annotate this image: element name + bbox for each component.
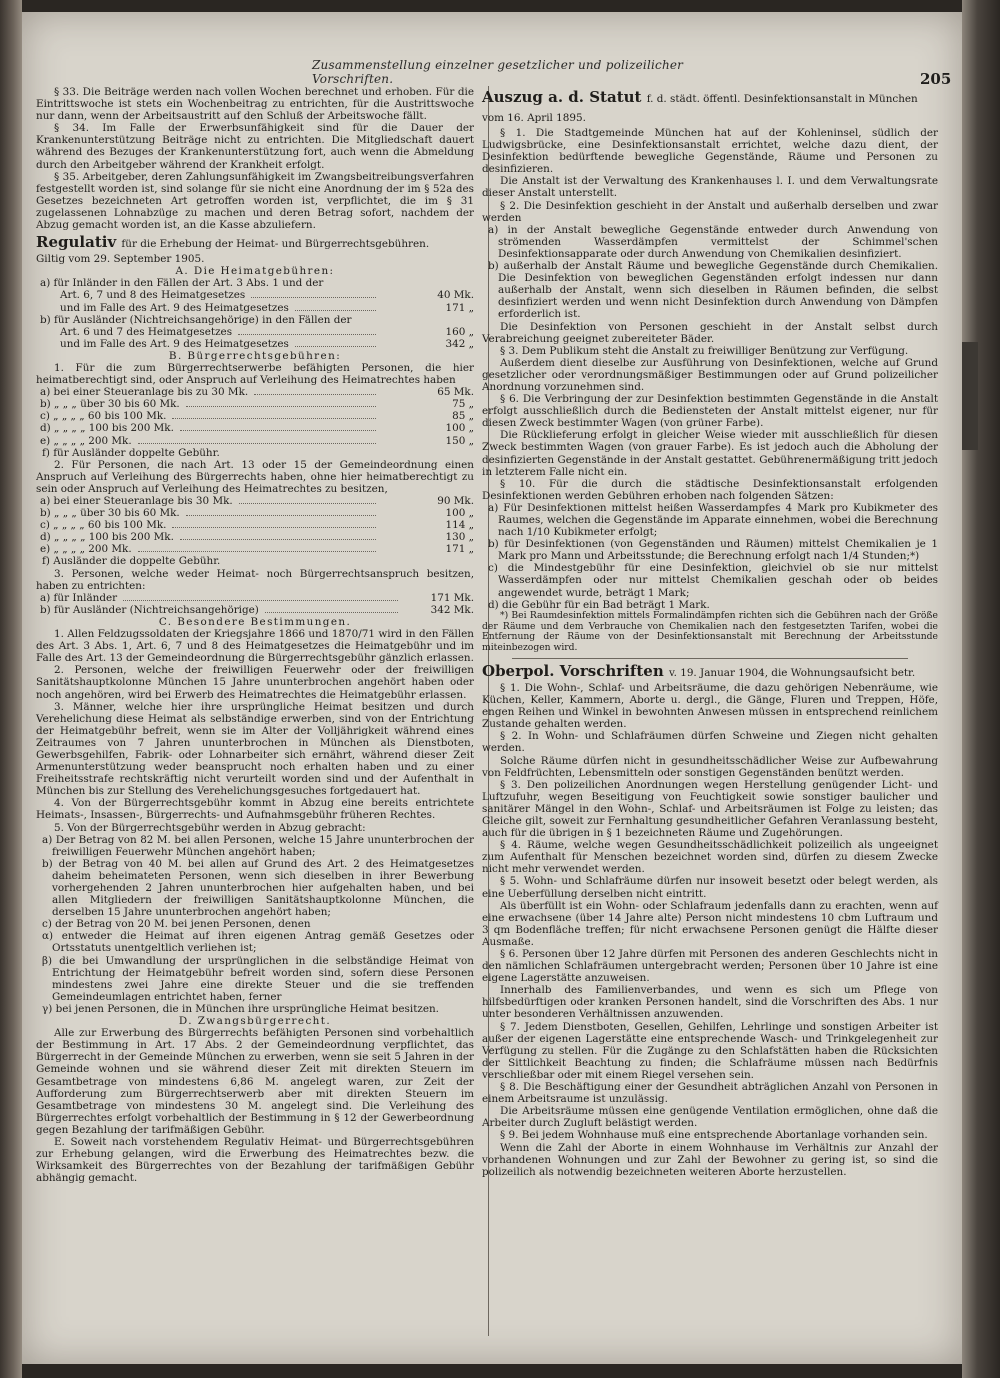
section-a-fees [36, 277, 474, 350]
fee-label: Art. 6, 7 und 8 des Heimatgesetzes [60, 289, 246, 302]
fee-value: 171 „ [445, 543, 474, 556]
fee-label: e) „ „ „ „ 200 Mk. [40, 434, 132, 447]
leader-dots [265, 611, 398, 613]
leader-dots [172, 417, 376, 419]
leader-dots [186, 514, 376, 516]
deduction-item: β) die bei Umwandlung der ursprünglichen in die selbständige Heimat von Entrichtung der Heimatgebühr befreit worden sind, sofern diese Personen mindestens zwei Jahre eine direkte Steuer und die sie treffenden Gemeindeumlagen entrichtet haben, ferner [42, 954, 474, 1003]
leader-dots [180, 429, 376, 431]
fee-value: 150 „ [445, 434, 474, 447]
statut-subtitle: f. d. städt. öffentl. Desinfektionsanstalt in München vom 16. April 1895. [482, 93, 918, 124]
page-scan [22, 12, 962, 1364]
deduction-item: c) der Betrag von 20 M. bei jenen Personen, denen [42, 918, 311, 931]
fee-row [36, 302, 474, 314]
fee-value: 114 „ [445, 519, 474, 532]
section-e-text: E. Soweit nach vorstehendem Regulativ Heimat- und Bürgerrechtsgebühren zur Erhebung gelangen, wird die Erwerbung des Heimatrechtes bezw. die Wirksamkeit des Bürgerrechtes von der Bezahlung der tarifmäßigen Gebühr abhängig gemacht. [36, 1135, 474, 1185]
fee-label: b) „ „ „ über 30 bis 60 Mk. [40, 507, 180, 520]
fee-row [36, 531, 474, 543]
section-c5-items [36, 834, 474, 1015]
fee-label: c) „ „ „ „ 60 bis 100 Mk. [40, 410, 167, 423]
section-c-title: C. Besondere Bestimmungen. [158, 615, 352, 628]
statut-paragraph: § 1. Die Stadtgemeinde München hat auf der Kohleninsel, südlich der Ludwigsbrücke, eine Desinfektionsanstalt errichtet, welche dazu dient, der Desinfektion bedürftende bewegliche Gegenstände, Räume und Personen zu desinfizieren. [482, 127, 938, 176]
oberpol-paragraph: § 4. Räume, welche wegen Gesundheitsschädlichkeit polizeilich als ungeeignet zum Aufenthalt für Menschen bezeichnet worden sind, dürfen zu diesem Zwecke nicht mehr verwendet werden. [482, 839, 938, 876]
fee-label: a) für Inländer in den Fällen der Art. 3 Abs. 1 und der [40, 277, 324, 290]
section-b2-fees [36, 495, 474, 555]
section-d-title: D. Zwangsbürgerrecht. [178, 1015, 332, 1028]
oberpol-title: Oberpol. Vorschriften [482, 661, 664, 680]
fee-label: und im Falle des Art. 9 des Heimatgesetzes [60, 337, 289, 350]
fee-label: d) „ „ „ „ 100 bis 200 Mk. [40, 531, 174, 544]
leader-dots [186, 405, 376, 407]
fee-row [36, 604, 474, 616]
statut-paragraph: § 10. Für die durch die städtische Desinfektionsanstalt erfolgenden Desinfektionen werden Gebühren erhoben nach folgenden Sätzen: [482, 477, 938, 502]
fee-value: 90 Mk. [437, 495, 474, 507]
page-number: 205 [920, 70, 952, 88]
fee-label: b) „ „ „ über 30 bis 60 Mk. [40, 398, 180, 411]
deduction-item: a) Der Betrag von 82 M. bei allen Personen, welche 15 Jahre ununterbrochen der freiwilligen Feuerwehr München angehört haben; [42, 833, 474, 858]
oberpol-paragraph: § 9. Bei jedem Wohnhause muß eine entsprechende Abortanlage vorhanden sein. [500, 1129, 928, 1142]
left-column [36, 86, 474, 1184]
regulativ-title: Regulativ [36, 233, 117, 252]
fee-value: 342 Mk. [430, 603, 474, 616]
statut-heading [482, 89, 938, 127]
leader-dots [295, 309, 376, 311]
regulativ-subtitle: für die Erhebung der Heimat- und Bürgerrechtsgebühren. [121, 238, 430, 251]
fee-label: a) bei einer Steueranlage bis 30 Mk. [40, 495, 233, 507]
fee-value: 100 „ [445, 507, 474, 520]
leader-dots [123, 599, 398, 601]
fee-row [36, 507, 474, 519]
paragraph-33: § 33. Die Beiträge werden nach vollen Wochen berechnet und erhoben. Für die Eintrittswoche ist stets ein Wochenbeitrag zu entrichten, für die Austrittswoche nur dann, wenn der Arbeitsaustritt auf den Schluß der Arbeitswoche fällt. [36, 86, 474, 123]
provision-paragraph: 5. Von der Bürgerrechtsgebühr werden in Abzug gebracht: [54, 821, 366, 834]
statut-subitems [482, 224, 938, 321]
fee-row [36, 592, 474, 604]
provision-paragraph: 3. Männer, welche hier ihre ursprüngliche Heimat besitzen und durch Verehelichung diese Heimat als selbständige erwerben, sind von der Entrichtung der Heimatgebühr befreit, wenn sie im Alter der Volljährigkeit während eines Zeitraumes von 7 Jahren ununterbrochen in München als Dienstboten, Gewerbsgehilfen, Fabrik- oder Lohnarbeiter sich ernährt, während dieser Zeit Armenunterstützung weder beansprucht noch erhalten haben und zu einer Freiheitsstrafe rechtskräftig nicht verurteilt worden sind und der Aufenthalt in München bis zur Stellung des Verehelichungsgesuches fortgedauert hat. [36, 700, 474, 798]
fee-item: c) die Mindestgebühr für eine Desinfektion, gleichviel ob sie nur mittelst Wasserdämpfen oder nur mittelst Chemikalien geschah oder ob beides angewendet wurde, beträgt 1 Mark; [488, 562, 938, 599]
statut-paragraphs-2 [482, 321, 938, 502]
statut-paragraph: Die Anstalt ist der Verwaltung des Krankenhauses l. I. und dem Verwaltungsrate dieser Anstalt unterstellt. [482, 175, 938, 200]
oberpol-paragraph: § 8. Die Beschäftigung einer der Gesundheit abträglichen Anzahl von Personen in einem Arbeitsraume ist unzulässig. [482, 1081, 938, 1106]
leader-dots [251, 296, 376, 298]
leader-dots [138, 550, 376, 552]
fee-row [36, 495, 474, 507]
provision-paragraph: 1. Allen Feldzugssoldaten der Kriegsjahre 1866 und 1870/71 wird in den Fällen des Art. 3 Abs. 1, Art. 6, 7 und 8 des Heimatgesetzes die Heimatgebühr und im Falle des Art. 13 der Gemeindeordnung die Bürgerrechtsgebühr gänzlich erlassen. [36, 628, 474, 665]
oberpol-paragraph: Als überfüllt ist ein Wohn- oder Schlafraum jedenfalls dann zu erachten, wenn auf eine erwachsene (über 14 Jahre alte) Person nicht mindestens 10 cbm Luftraum und 3 qm Bodenfläche treffen; für nicht erwachsene Personen genügt die Hälfte dieser Ausmaße. [482, 899, 938, 948]
section-a-title: A. Die Heimatgebühren: [175, 265, 335, 278]
statut-paragraph: Die Rücklieferung erfolgt in gleicher Weise wieder mit ausschließlich für diesen Zweck bestimmten Wagen (von grauer Farbe). Es ist jedoch auch die Abholung der desinfizierten Gegenstände in der Anstalt gestattet. Gebührenermäßigung tritt jedoch in letzterem Falle nicht ein. [482, 429, 938, 478]
statut-paragraph: § 6. Die Verbringung der zur Desinfektion bestimmten Gegenstände in die Anstalt erfolgt ausschließlich durch die Bediensteten der Anstalt mittelst eigener, nur für diesen Zweck bestimmter Wagen (von grüner Farbe). [482, 393, 938, 430]
oberpol-paragraph: Wenn die Zahl der Aborte in einem Wohnhause im Verhältnis zur Anzahl der vorhandenen Wohnungen und zur Zahl der Bewohner zu gering ist, so sind die polizeilich als notwendig bezeichneten weiteren Aborte herzustellen. [482, 1141, 938, 1178]
oberpol-heading [482, 663, 938, 682]
oberpol-paragraph: Innerhalb des Familienverbandes, und wenn es sich um Pflege von hilfsbedürftigen oder kranken Personen handelt, sind die Vorschriften des Abs. 1 nur unter besonderen Verhältnissen anzuwenden. [482, 984, 938, 1021]
leader-dots [254, 393, 376, 395]
fee-label: und im Falle des Art. 9 des Heimatgesetzes [60, 301, 289, 314]
oberpol-paragraph: § 2. In Wohn- und Schlafräumen dürfen Schweine und Ziegen nicht gehalten werden. [482, 730, 938, 755]
section-b1-foreigners: f) für Ausländer doppelte Gebühr. [42, 446, 220, 459]
section-b-title: B. Bürgerrechtsgebühren: [168, 349, 342, 362]
fee-label: b) für Ausländer (Nichtreichsangehörige) [40, 603, 259, 616]
fee-row [36, 289, 474, 301]
oberpol-paragraphs [482, 682, 938, 1178]
running-title: Zusammenstellung einzelner gesetzlicher und polizeilicher Vorschriften. [312, 58, 684, 86]
section-b1-fees [36, 386, 474, 446]
fee-label: e) „ „ „ „ 200 Mk. [40, 543, 132, 556]
fee-row [36, 422, 474, 434]
deduction-item: α) entweder die Heimat auf ihren eigenen Antrag gemäß Gesetzes oder Ortsstatuts unentgeltlich verliehen ist; [42, 930, 474, 955]
statut-paragraphs [482, 127, 938, 224]
oberpol-paragraph: Solche Räume dürfen nicht in gesundheitsschädlicher Weise zur Aufbewahrung von Feldfrüchten, Lebensmitteln oder sonstigen Gegenständen benützt werden. [482, 754, 938, 779]
leader-dots [180, 538, 376, 540]
statut-paragraph: Außerdem dient dieselbe zur Ausführung von Desinfektionen, welche auf Grund gesetzlicher oder verordnungsmäßiger Bestimmungen oder auf Grund polizeilicher Anordnung vorzunehmen sind. [482, 356, 938, 393]
section-d-text: Alle zur Erwerbung des Bürgerrechts befähigten Personen sind vorbehaltlich der Bestimmung in Art. 17 Abs. 2 der Gemeindeordnung verpflichtet, das Bürgerrecht in der Gemeinde München zu erwerben, wenn sie seit 5 Jahren in der Gemeinde wohnen und sie während dieser Zeit mit direkten Steuern im Gesamtbetrage von mindestens 6,86 M. angelegt waren, zur Zeit der Aufforderung zum Bürgerrechtserwerb aber mit direkten Steuern im Gesamtbetrage von mindestens 30 M. angelegt sind. Die Verleihung des Bürgerrechtes erfolgt vorbehaltlich der Bestimmung in § 12 der Gewerbeordnung gegen Bezahlung der tarifmäßigen Gebühr. [36, 1027, 474, 1136]
statut-subitem: b) außerhalb der Anstalt Räume und bewegliche Gegenstände durch Chemikalien. Die Desinfektion von beweglichen Gegenständen erfolgt indessen nur dann außerhalb der Anstalt, wenn sich dieselben in Räumen befinden, die selbst desinfiziert werden und wenn nicht Desinfektion durch Anwendung von Dämpfen erforderlich ist. [488, 260, 938, 321]
paragraph-34: § 34. Im Falle der Erwerbsunfähigkeit sind für die Dauer der Krankenunterstützung Beiträge nicht zu entrichten. Die Mitgliedschaft dauert während des Bezuges der Krankenunterstützung fort, auch wenn die Abmeldung durch den Arbeitgeber während der Krankheit erfolgt. [36, 122, 474, 171]
fee-label: c) „ „ „ „ 60 bis 100 Mk. [40, 519, 167, 532]
fee-value: 100 „ [445, 422, 474, 435]
deduction-item: γ) bei jenen Personen, die in München ihre ursprüngliche Heimat besitzen. [42, 1002, 439, 1015]
fee-label: b) für Ausländer (Nichtreichsangehörige) in den Fällen der [40, 313, 352, 326]
fee-label: Art. 6 und 7 des Heimatgesetzes [60, 325, 233, 338]
fee-row [36, 386, 474, 398]
fee-row [36, 326, 474, 338]
leader-dots [295, 345, 376, 347]
fee-value: 171 Mk. [430, 591, 474, 604]
oberpol-paragraph: § 1. Die Wohn-, Schlaf- und Arbeitsräume, die dazu gehörigen Nebenräume, wie Küchen, Keller, Kammern, Aborte u. dergl., die Gänge, Fluren und Treppen, Höfe, engen Reihen und Winkel in bewohnten Anwesen müssen in entsprechend reinlichem Zustande gehalten werden. [482, 681, 938, 731]
fee-row [36, 519, 474, 531]
fee-value: 342 „ [445, 337, 474, 350]
leader-dots [138, 442, 376, 444]
oberpol-subtitle: v. 19. Januar 1904, die Wohnungsaufsicht betr. [668, 666, 916, 679]
oberpol-paragraph: § 7. Jedem Dienstboten, Gesellen, Gehilfen, Lehrlinge und sonstigen Arbeiter ist außer der eigenen Lagerstätte eine entsprechende Wasch- und Trinkgelegenheit zur Verfügung zu stellen. Für die Zugänge zu den Schlafstätten haben die Rücksichten der Sittlichkeit Beachtung zu finden; die Schlafräume müssen nach Bedürfnis verschließbar oder mit einem Riegel versehen sein. [482, 1020, 938, 1081]
paragraph-35: § 35. Arbeitgeber, deren Zahlungsunfähigkeit im Zwangsbeitreibungsverfahren festgestellt worden ist, sind solange für sie nicht eine Anordnung der im § 52a des Gesetzes bezeichneten Art getroffen worden ist, verpflichtet, die im § 31 zugelassenen Lohnabzüge zu machen und deren Betrag sofort, nachdem der Abzug gemacht worden ist, an die Kasse abzuliefern. [36, 170, 474, 232]
fee-value: 40 Mk. [437, 289, 474, 302]
fee-item: b) für Desinfektionen (von Gegenständen und Räumen) mittelst Chemikalien je 1 Mark pro Mann und Arbeitsstunde; die Berechnung erfolgt nach 1/4 Stunden;*) [488, 538, 938, 563]
right-column [482, 86, 938, 1178]
fee-value: 75 „ [452, 398, 474, 411]
provision-paragraph: 2. Personen, welche der freiwilligen Feuerwehr oder der freiwilligen Sanitätshauptkolonne München 15 Jahre ununterbrochen angehört haben oder noch angehören, wird bei Erwerb des Heimatrechtes die Heimatgebühr erlassen. [36, 664, 474, 701]
fee-row [36, 338, 474, 350]
statut-subitem: a) in der Anstalt bewegliche Gegenstände entweder durch Anwendung von strömenden Wasserdämpfen vermittelst der Schimmel'schen Desinfektionsapparate oder durch Anwendung von Chemikalien desinfiziert. [488, 223, 938, 260]
fee-row [36, 314, 474, 326]
fee-value: 160 „ [445, 325, 474, 338]
provision-paragraph: 4. Von der Bürgerrechtsgebühr kommt in Abzug eine bereits entrichtete Heimats-, Insassen-, Bürgerrechts- und Aufnahmsgebühr früheren Rechtes. [36, 797, 474, 822]
fee-item: a) Für Desinfektionen mittelst heißen Wasserdampfes 4 Mark pro Kubikmeter des Raumes, welchen die Gegenstände im Apparate einnehmen, wobei die Berechnung nach 1/10 Kubikmeter erfolgt; [488, 501, 938, 539]
statut-paragraph: § 2. Die Desinfektion geschieht in der Anstalt und außerhalb derselben und zwar werden [482, 199, 938, 224]
section-b2-intro: 2. Für Personen, die nach Art. 13 oder 15 der Gemeindeordnung einen Anspruch auf Verleihung des Bürgerrechts haben, ohne hier heimatberechtigt zu sein oder Anspruch auf Verleihung des Heimatrechtes zu besitzen, [36, 458, 474, 495]
oberpol-paragraph: § 5. Wohn- und Schlafräume dürfen nur insoweit besetzt oder belegt werden, als eine Ueberfüllung derselben nicht eintritt. [482, 875, 938, 900]
fee-label: a) für Inländer [40, 591, 118, 604]
section-b3-intro: 3. Personen, welche weder Heimat- noch Bürgerrechtsanspruch besitzen, haben zu entrichten: [36, 567, 474, 592]
fee-value: 65 Mk. [437, 386, 474, 399]
regulativ-heading [36, 234, 474, 253]
fee-label: a) bei einer Steueranlage bis zu 30 Mk. [40, 386, 249, 399]
section-b-intro: 1. Für die zum Bürgerrechtserwerbe befähigten Personen, die hier heimatberechtigt sind, oder Anspruch auf Verleihung des Heimatrechtes haben [36, 361, 474, 387]
statut-fee-list [482, 502, 938, 611]
section-b2-foreigners: f) Ausländer die doppelte Gebühr. [42, 555, 221, 568]
regulativ-date: Giltig vom 29. September 1905. [36, 253, 205, 266]
fee-row [36, 435, 474, 447]
leader-dots [239, 502, 376, 504]
fee-row [36, 543, 474, 555]
oberpol-paragraph: Die Arbeitsräume müssen eine genügende Ventilation ermöglichen, ohne daß die Arbeiter durch Zugluft belästigt werden. [482, 1105, 938, 1130]
statut-paragraph: § 3. Dem Publikum steht die Anstalt zu freiwilliger Benützung zur Verfügung. [500, 344, 909, 357]
oberpol-paragraph: § 6. Personen über 12 Jahre dürfen mit Personen des anderen Geschlechts nicht in den nämlichen Schlafräumen untergebracht werden; Personen über 10 Jahre ist eine eigene Lagerstätte anzuweisen. [482, 948, 938, 985]
fee-value: 130 „ [445, 531, 474, 544]
deduction-item: b) der Betrag von 40 M. bei allen auf Grund des Art. 2 des Heimatgesetzes daheim beheimateten Personen, wenn sich dieselben in ihrer Bewerbung vorhergehenden 2 Jahren ununterbrochen hier aufgehalten haben, und bei allen Mitgliedern der freiwilligen Sanitätshauptkolonne München, die derselben 15 Jahre ununterbrochen angehört haben; [42, 857, 474, 919]
page-edge [962, 0, 1000, 1378]
statut-paragraph: Die Desinfektion von Personen geschieht in der Anstalt selbst durch Verabreichung geeignet zubereiteter Bäder. [482, 320, 938, 345]
fee-row [36, 277, 474, 289]
book-gutter [0, 0, 22, 1378]
fee-label: d) „ „ „ „ 100 bis 200 Mk. [40, 422, 174, 435]
section-c-paragraphs [36, 628, 474, 834]
section-rule [512, 658, 908, 659]
section-b3-fees [36, 592, 474, 616]
fee-row [36, 410, 474, 422]
statut-title: Auszug a. d. Statut [482, 88, 642, 106]
statut-footnote: *) Bei Raumdesinfektion mittels Formalindämpfen richten sich die Gebühren nach der Größe der Räume und dem Verbrauche von Chemikalien nach den festgesetzten Tarifen, wobei die Entfernung der Räume von der Desinfektionsanstalt mit Berechnung der Arbeitsstunde miteinbezogen wird. [482, 609, 938, 654]
leader-dots [238, 333, 376, 335]
leader-dots [172, 526, 376, 528]
fee-row [36, 398, 474, 410]
fee-value: 85 „ [452, 410, 474, 423]
oberpol-paragraph: § 3. Den polizeilichen Anordnungen wegen Herstellung genügender Licht- und Luftzufuhr, wegen Beseitigung von Feuchtigkeit sowie sonstiger baulicher und sanitärer Mängel in den Wohn-, Schlaf- und Arbeitsräumen ist Folge zu leisten; das Gleiche gilt, soweit zur Fernhaltung gesundheitlicher Gefahren Veranlassung besteht, auch für die übrigen in § 1 bezeichneten Räume und Zugehörungen. [482, 778, 938, 840]
fee-value: 171 „ [445, 301, 474, 314]
fee-item: d) die Gebühr für ein Bad beträgt 1 Mark. [488, 598, 710, 611]
